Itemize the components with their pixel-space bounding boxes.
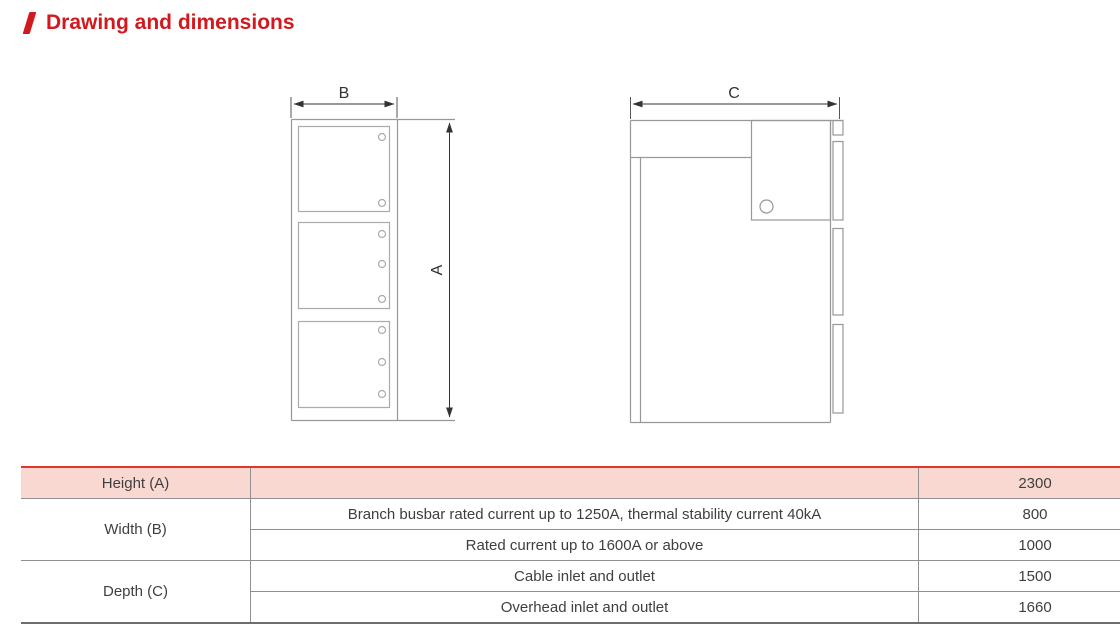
dim-label-a: A (429, 264, 446, 276)
row-value-depth-cable: 1500 (919, 561, 1120, 592)
row-value-depth-overhead: 1660 (919, 592, 1120, 624)
side-view-drawing (631, 85, 844, 423)
table-row-height (21, 467, 1120, 499)
row-desc-depth-cable: Cable inlet and outlet (251, 561, 919, 592)
table-row-width-1 (21, 499, 1120, 530)
row-desc-height (251, 467, 919, 499)
row-desc-depth-overhead: Overhead inlet and outlet (251, 592, 919, 624)
row-desc-width-busbar: Branch busbar rated current up to 1250A, thermal stability current 40kA (251, 499, 919, 530)
row-value-height: 2300 (919, 467, 1120, 499)
front-view-drawing (291, 85, 455, 421)
page-title: Drawing and dimensions (46, 11, 295, 34)
dim-label-b: B (338, 85, 350, 102)
instrument-door (752, 121, 831, 221)
dim-label-c: C (728, 85, 740, 102)
door-handle (760, 200, 773, 213)
row-value-width-busbar: 800 (919, 499, 1120, 530)
dimensions-table (21, 466, 1120, 624)
row-label-width: Width (B) (21, 499, 251, 561)
row-value-width-rated: 1000 (919, 530, 1120, 561)
row-desc-width-rated: Rated current up to 1600A or above (251, 530, 919, 561)
row-label-depth: Depth (C) (21, 561, 251, 624)
table-row-depth-1 (21, 561, 1120, 592)
row-label-height: Height (A) (21, 467, 251, 499)
